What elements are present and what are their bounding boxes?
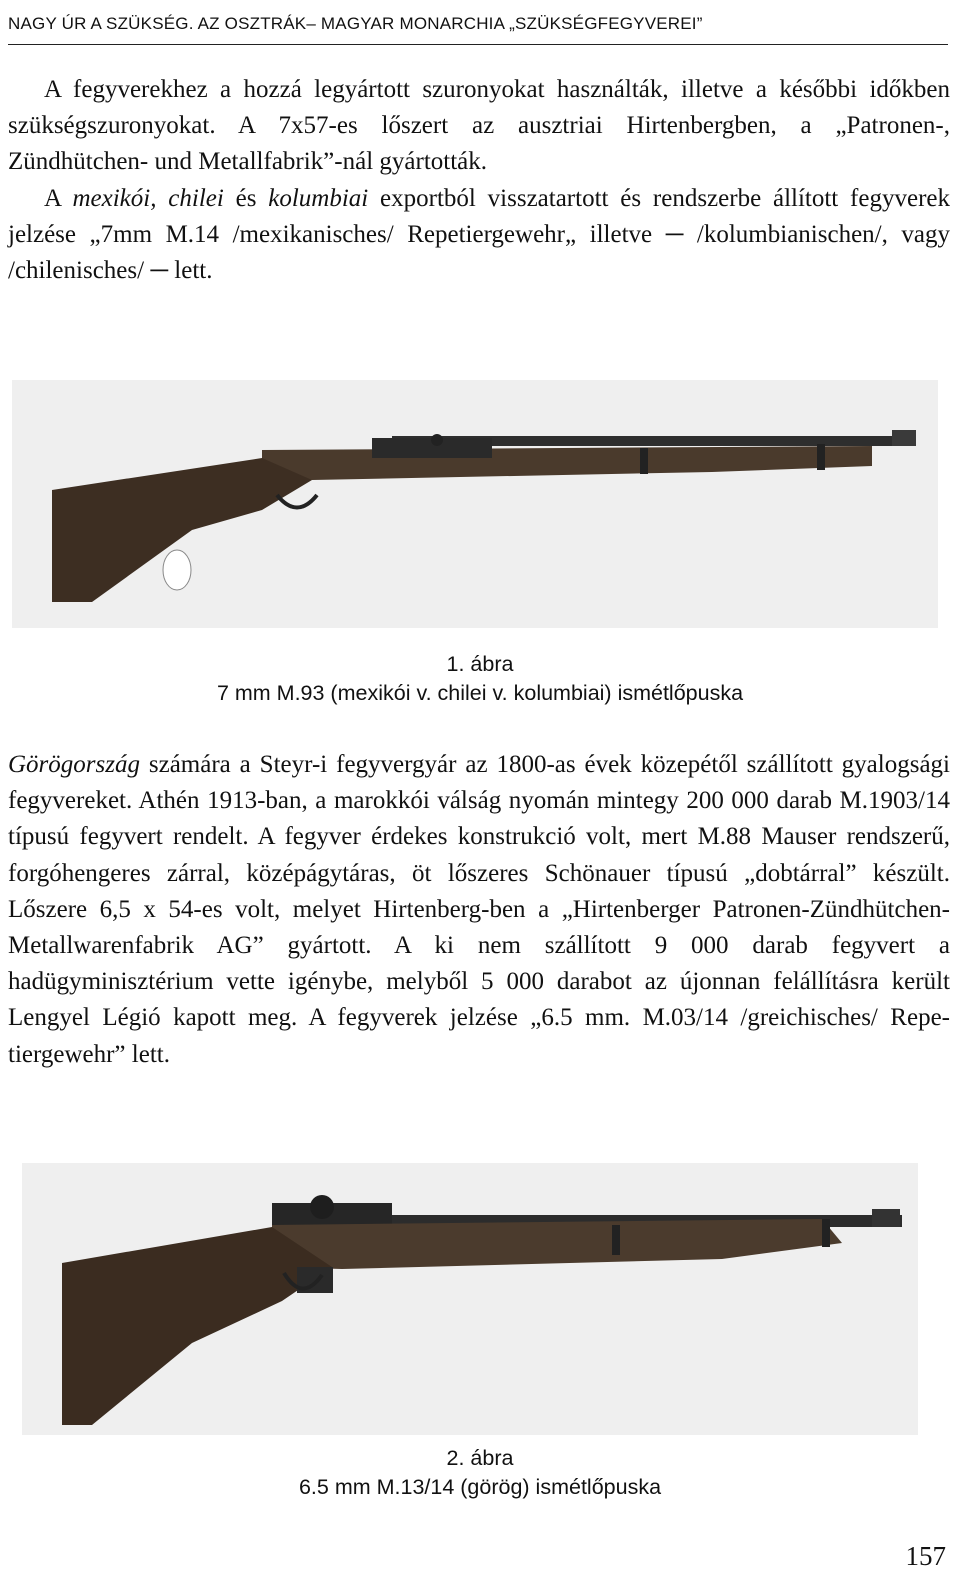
figure-2-label: 2. ábra (446, 1446, 514, 1470)
figure-2-title: 6.5 mm M.13/14 (görög) ismétlőpuska (298, 1475, 662, 1499)
page-number: 157 (905, 1541, 946, 1571)
figure-2-rifle-photo (22, 1163, 918, 1435)
section-1 (8, 72, 950, 289)
figure-2-caption (0, 1444, 960, 1502)
running-header-text: NAGY ÚR A SZÜKSÉG. AZ OSZTRÁK– MAGYAR MONARCHIA „SZÜKSÉGFEGYVEREI” (8, 14, 703, 33)
paragraph-bayonets: A fegyverekhez a hozzá legyártott szuronyokat használták, illetve a későbbi időkben szükségszuronyokat. A 7x57-es lőszert az ausztriai Hirtenbergben, a „Patronen-, Zündhütchen- und Metallfabrik”-nál gyártották. (8, 76, 950, 176)
section-2 (8, 747, 950, 1073)
figure-1-label: 1. ábra (446, 652, 514, 676)
figure-1-caption (0, 650, 960, 708)
figure-1-rifle-photo (12, 380, 938, 628)
paragraph-greece: Görögország számára a Steyr-i fegyvergyár az 1800-as évek közepétől szállított gyalogsági fegyvereket. Athén 1913-ban, a marokkói válság nyomán mintegy 200 000 darab M.1903/14 típusú fegyvert rendelt. A fegyver érdekes konstrukció volt, mert M.88 Mauser rendszerű, forgóhengeres zárral, középágytáras, öt lőszeres Schönauer típusú „dobtárral” készült. Lőszere 6,5 x 54-es volt, melyet Hirtenberg-ben a „Hirtenberger Patronen-Zündhütchen-Metallwarenfabrik AG” gyártott. A ki nem szállított 9 000 darab fegyvert a hadügyminisztérium vette igénybe, melyből 5 000 darabot az újonnan felállításra került Lengyel Légió kapott meg. A fegyverek jelzése „6.5 mm. M.03/14 /greichisches/ Repe-tiergewehr” lett. (8, 751, 950, 1068)
figure-1-title: 7 mm M.93 (mexikói v. chilei v. kolumbiai) ismétlőpuska (216, 681, 744, 705)
running-header (8, 4, 948, 45)
paragraph-export-rifles: A mexikói, chilei és kolumbiai exportból visszatartott és rendszerbe állított fegyverek jelzése „7mm M.14 /mexikanisches/ Repetiergewehr„ illetve ─ /kolumbianischen/, vagy /chilenisches/ ─ lett. (8, 184, 950, 285)
